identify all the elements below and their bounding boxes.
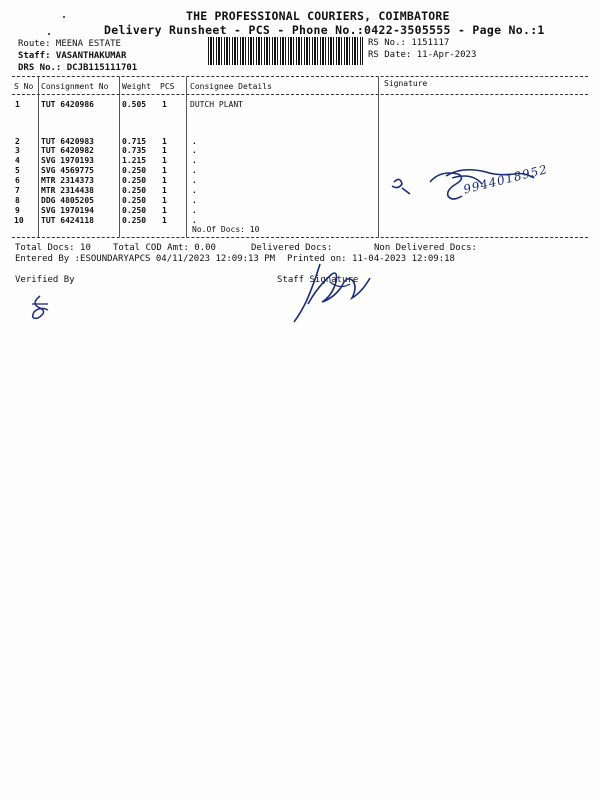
row-sno: 2: [15, 137, 20, 146]
row-pcs: 1: [162, 176, 167, 185]
row-consignment: TUT 6420986: [41, 100, 94, 109]
row-pcs: 1: [162, 196, 167, 205]
row-sno: 1: [15, 100, 20, 109]
row-pcs: 1: [162, 137, 167, 146]
row-consignee: .: [192, 216, 197, 225]
row-pcs: 1: [162, 186, 167, 195]
table-header-rule: [12, 94, 588, 95]
column-divider: [119, 77, 120, 237]
company-title: THE PROFESSIONAL COURIERS, COIMBATORE: [186, 9, 450, 23]
row-pcs: 1: [162, 146, 167, 155]
col-header-consignment: Consignment No: [41, 82, 109, 91]
total-cod-amount: Total COD Amt: 0.00: [113, 243, 216, 253]
entered-by: Entered By :ESOUNDARYAPCS 04/11/2023 12:09:13 PM: [15, 254, 276, 264]
row-sno: 6: [15, 176, 20, 185]
row-sno: 9: [15, 206, 20, 215]
row-weight: 0.250: [122, 206, 147, 215]
row-consignee: .: [192, 156, 197, 165]
staff-signature-label: Staff Signature: [277, 275, 359, 285]
no-of-docs: No.Of Docs: 10: [192, 225, 260, 234]
col-header-signature: Signature: [384, 79, 428, 88]
col-header-weight: Weight: [122, 82, 151, 91]
row-consignment: TUT 6420983: [41, 137, 94, 146]
column-divider: [186, 77, 187, 237]
total-docs: Total Docs: 10: [15, 243, 91, 253]
row-consignment: DDG 4805205: [41, 196, 94, 205]
route-label: Route: MEENA ESTATE: [18, 39, 121, 49]
row-pcs: 1: [162, 206, 167, 215]
col-header-consignee: Consignee Details: [190, 82, 272, 91]
staff-signature-scribble: [290, 258, 370, 328]
column-divider: [378, 77, 379, 237]
row-consignee: .: [192, 176, 197, 185]
rs-date: RS Date: 11-Apr-2023: [368, 50, 477, 60]
row-consignment: MTR 2314438: [41, 186, 94, 195]
row-sno: 4: [15, 156, 20, 165]
row-pcs: 1: [162, 156, 167, 165]
row-consignment: SVG 1970194: [41, 206, 94, 215]
row-consignee: .: [192, 146, 197, 155]
row-sno: 10: [14, 216, 24, 225]
row-weight: 1.215: [122, 156, 147, 165]
scan-speck: [48, 33, 50, 35]
row-consignee: .: [192, 186, 197, 195]
row-weight: 0.505: [122, 100, 147, 109]
row-weight: 0.250: [122, 186, 147, 195]
row-consignment: SVG 4569775: [41, 166, 94, 175]
row-weight: 0.250: [122, 196, 147, 205]
row-pcs: 1: [162, 166, 167, 175]
row-consignment: TUT 6420982: [41, 146, 94, 155]
row-weight: 0.735: [122, 146, 147, 155]
col-header-pcs: PCS: [160, 82, 175, 91]
verified-by-label: Verified By: [15, 275, 75, 285]
non-delivered-docs: Non Delivered Docs:: [374, 243, 477, 253]
row-pcs: 1: [162, 216, 167, 225]
table-top-rule: [12, 76, 588, 77]
row-weight: 0.715: [122, 137, 147, 146]
row-weight: 0.250: [122, 216, 147, 225]
staff-label: Staff: VASANTHAKUMAR: [18, 51, 127, 61]
scan-speck: [63, 16, 65, 18]
row-sno: 8: [15, 196, 20, 205]
row-consignee: .: [192, 196, 197, 205]
handwritten-phone: 9944018952: [462, 162, 550, 197]
row-consignment: SVG 1970193: [41, 156, 94, 165]
delivered-docs: Delivered Docs:: [251, 243, 333, 253]
row-pcs: 1: [162, 100, 167, 109]
row-sno: 3: [15, 146, 20, 155]
row-consignee: .: [192, 137, 197, 146]
rs-number: RS No.: 1151117: [368, 38, 450, 48]
row-consignment: MTR 2314373: [41, 176, 94, 185]
drs-number: DRS No.: DCJB115111701: [18, 63, 138, 73]
row-weight: 0.250: [122, 176, 147, 185]
row-consignee: .: [192, 166, 197, 175]
barcode: [208, 37, 363, 65]
row-consignee: DUTCH PLANT: [190, 100, 243, 109]
col-header-sno: S No: [14, 82, 34, 91]
row-sno: 7: [15, 186, 20, 195]
verified-by-signature: [28, 290, 58, 320]
column-divider: [38, 77, 39, 237]
row-consignment: TUT 6424118: [41, 216, 94, 225]
row-consignee: .: [192, 206, 197, 215]
table-bottom-rule: [12, 237, 588, 238]
printed-on: Printed on: 11-04-2023 12:09:18: [287, 254, 455, 264]
row-sno: 5: [15, 166, 20, 175]
runsheet-subtitle: Delivery Runsheet - PCS - Phone No.:0422-3505555 - Page No.:1: [104, 23, 545, 37]
row-weight: 0.250: [122, 166, 147, 175]
